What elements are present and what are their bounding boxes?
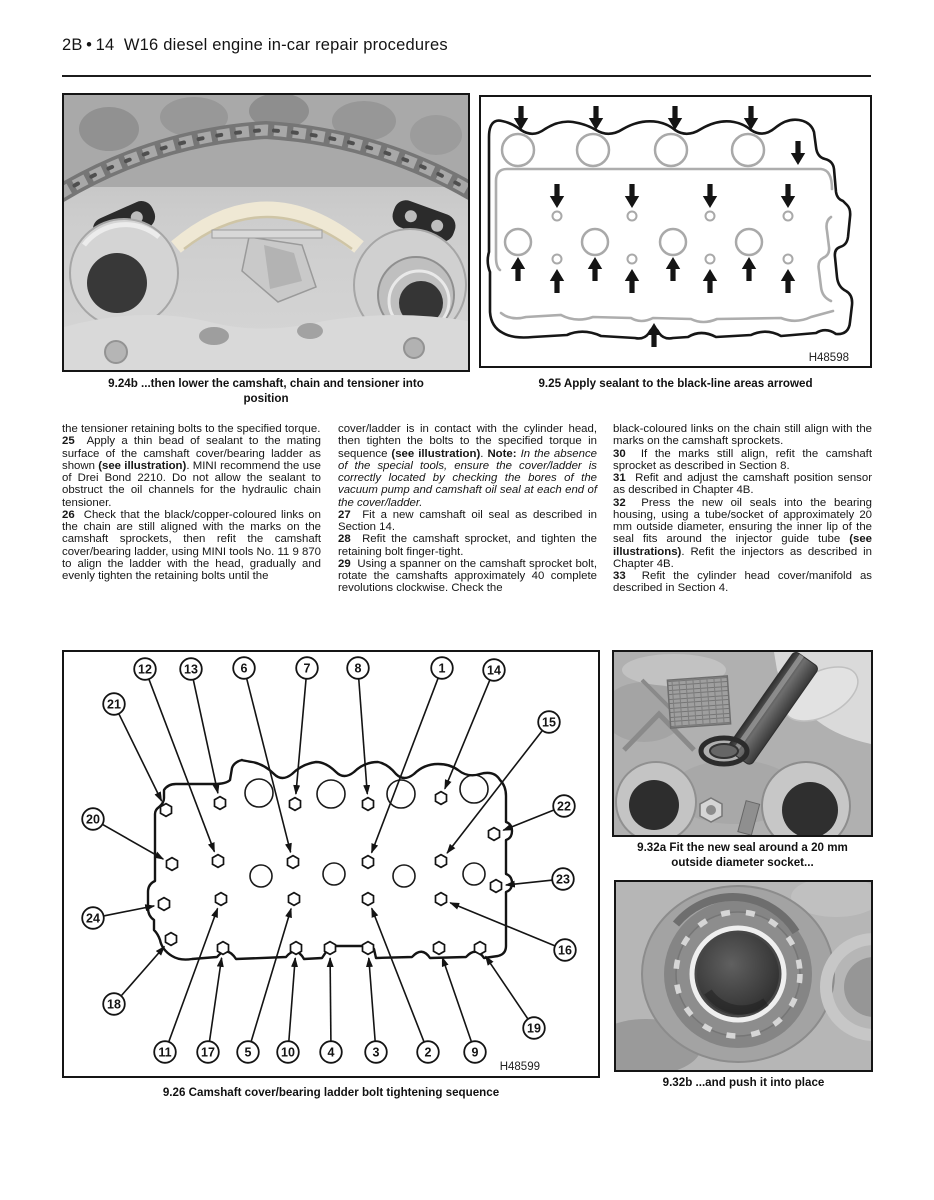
text-run: 32 bbox=[613, 496, 626, 509]
bolt-hex bbox=[436, 792, 447, 805]
callout-number-7: 7 bbox=[303, 661, 311, 676]
callout-number-15: 15 bbox=[542, 715, 556, 730]
sealant-diagram bbox=[481, 97, 870, 366]
text-column-1 bbox=[62, 423, 321, 582]
figure-ref-label: H48598 bbox=[808, 352, 849, 364]
sealant-arrow-up bbox=[550, 269, 564, 293]
casting-boss bbox=[105, 341, 127, 363]
callout-number-10: 10 bbox=[281, 1045, 295, 1060]
cam-bore bbox=[323, 863, 345, 885]
bolt-hex bbox=[213, 855, 224, 868]
callout-number-4: 4 bbox=[327, 1045, 335, 1060]
left-bore bbox=[629, 780, 679, 830]
cam-bore bbox=[317, 780, 345, 808]
knurled-plate bbox=[667, 676, 730, 728]
page-header: 2B • 14 W16 diesel engine in-car repair procedures bbox=[62, 36, 448, 54]
callout-number-1: 1 bbox=[438, 661, 446, 676]
sealant-arrow-down bbox=[550, 184, 564, 208]
bolt-hex bbox=[363, 798, 374, 811]
callout-number-2: 2 bbox=[424, 1045, 432, 1060]
sealant-arrow-up bbox=[647, 323, 661, 347]
cam-bore bbox=[460, 775, 488, 803]
caption-926: 9.26 Camshaft cover/bearing ladder bolt tightening sequence bbox=[162, 1086, 500, 1099]
photo-camshaft-chain bbox=[64, 95, 468, 370]
callout-number-14: 14 bbox=[487, 663, 501, 678]
gasket-bore-small bbox=[628, 255, 637, 264]
text-run: . MINI recommend the use of Drei Bond 2210. Do not allow the sealant to obstruct the oil channels for the hydraulic chain tensioner. bbox=[62, 459, 322, 509]
text-run: 27 bbox=[338, 508, 351, 521]
figure-926-diagram bbox=[62, 650, 600, 1078]
leader-line bbox=[210, 958, 222, 1041]
text-run: Refit the camshaft sprocket, and tighten the retaining bolt finger-tight. bbox=[338, 533, 597, 558]
casting-blob bbox=[410, 115, 462, 155]
guide-crossbar bbox=[212, 230, 322, 238]
gasket-bore-small bbox=[553, 212, 562, 221]
paragraph bbox=[62, 509, 321, 583]
text-run: 25 bbox=[62, 435, 75, 448]
gasket-bore-large bbox=[660, 229, 686, 255]
sealant-arrow-down bbox=[781, 184, 795, 208]
casting-boss bbox=[404, 338, 424, 358]
paragraph bbox=[613, 570, 872, 595]
gasket-bore-small bbox=[706, 255, 715, 264]
leader-line bbox=[169, 908, 218, 1041]
bolt-hex bbox=[363, 942, 374, 955]
text-run: (see illustration) bbox=[98, 459, 187, 472]
gasket-bore-large bbox=[732, 134, 764, 166]
text-run: 29 bbox=[338, 557, 351, 570]
gasket-bore-large bbox=[505, 229, 531, 255]
leader-line bbox=[486, 956, 528, 1018]
text-run: black-coloured links on the chain still align with the marks on the camshaft sprockets. bbox=[613, 423, 872, 448]
callout-number-19: 19 bbox=[527, 1021, 541, 1036]
bolt-hex bbox=[289, 893, 300, 906]
callout-number-23: 23 bbox=[556, 872, 570, 887]
callout-number-22: 22 bbox=[557, 799, 571, 814]
bolt-hex bbox=[216, 893, 227, 906]
text-run: Refit and adjust the camshaft position sensor as described in Chapter 4B. bbox=[613, 472, 872, 497]
bolt-hex bbox=[363, 893, 374, 906]
gasket-bore-small bbox=[628, 212, 637, 221]
cam-bore bbox=[387, 780, 415, 808]
sealant-arrow-up bbox=[742, 257, 756, 281]
bolt-hex bbox=[325, 942, 336, 955]
photo-seal-installed bbox=[616, 882, 871, 1070]
paragraph bbox=[62, 423, 321, 435]
casting-hole bbox=[297, 323, 323, 339]
gasket-bore-large bbox=[502, 134, 534, 166]
hex-fitting-hole bbox=[706, 805, 716, 815]
bolt-hex bbox=[436, 855, 447, 868]
injector-bore bbox=[697, 933, 779, 1015]
paragraph bbox=[613, 497, 872, 571]
text-run: 31 bbox=[613, 472, 626, 484]
callout-number-20: 20 bbox=[86, 812, 100, 827]
tightening-sequence-diagram bbox=[64, 652, 598, 1076]
text-run: Apply a thin bead of sealant to the mating surface of the camshaft cover/bearing ladder as shown bbox=[62, 435, 321, 472]
figure-924b-photo bbox=[62, 93, 470, 372]
figure-ref-label: H48599 bbox=[499, 1061, 540, 1073]
bolt-hex bbox=[218, 942, 229, 955]
sealant-arrow-up bbox=[781, 269, 795, 293]
bolt-hex bbox=[166, 933, 177, 946]
bolt-hex bbox=[489, 828, 500, 841]
leader-line bbox=[369, 958, 375, 1041]
bolt-hex bbox=[436, 893, 447, 906]
callout-number-9: 9 bbox=[471, 1045, 479, 1060]
sealant-arrow-down bbox=[625, 184, 639, 208]
leader-line bbox=[122, 947, 165, 996]
bolt-hex bbox=[475, 942, 486, 955]
leader-line bbox=[450, 903, 554, 946]
sealant-arrow-up bbox=[703, 269, 717, 293]
text-run: . bbox=[480, 447, 488, 460]
paragraph bbox=[62, 435, 321, 509]
callout-number-12: 12 bbox=[138, 662, 152, 677]
gasket-bore-small bbox=[784, 255, 793, 264]
callout-number-21: 21 bbox=[107, 697, 121, 712]
text-run: Fit a new camshaft oil seal as described in Section 14. bbox=[338, 508, 597, 533]
gasket-bore-large bbox=[577, 134, 609, 166]
bolt-hex bbox=[290, 798, 301, 811]
gasket-bore-small bbox=[706, 212, 715, 221]
figure-932b-photo bbox=[614, 880, 873, 1072]
callout-number-18: 18 bbox=[107, 997, 121, 1012]
callout-number-8: 8 bbox=[354, 661, 362, 676]
figure-925-diagram bbox=[479, 95, 872, 368]
cam-bore bbox=[250, 865, 272, 887]
callout-number-11: 11 bbox=[158, 1045, 172, 1060]
caption-932a: 9.32a Fit the new seal around a 20 mm outside diameter socket... bbox=[637, 841, 848, 869]
sealant-arrow-down bbox=[703, 184, 717, 208]
bolt-hex bbox=[291, 942, 302, 955]
text-run: In the absence of the special tools, ensure the cover/ladder is correctly located by checking the bores of the vacuum pump and camshaft oil seal at each end of the cover/ladder. bbox=[338, 447, 597, 509]
paragraph bbox=[613, 423, 872, 448]
gasket-bore-small bbox=[553, 255, 562, 264]
caption-924b: 9.24b ...then lower the camshaft, chain and tensioner into position bbox=[108, 377, 424, 405]
leader-line bbox=[251, 909, 291, 1041]
cam-bore bbox=[245, 779, 273, 807]
text-run: 30 bbox=[613, 447, 626, 460]
sealant-arrow-up bbox=[511, 257, 525, 281]
text-run: Check that the black/copper-coloured links on the chain are still aligned with the marks on the camshaft sprockets, then refit the camshaft cover/bearing ladder, using MINI tools No. 11 9 870 to align the ladder with the head, gradually and evenly tighten the retaining bolts until the bbox=[62, 508, 321, 582]
paragraph bbox=[338, 533, 597, 558]
text-run: 33 bbox=[613, 570, 626, 582]
cam-bore bbox=[393, 865, 415, 887]
bolt-hex bbox=[491, 880, 502, 893]
text-run: cover/ladder is in contact with the cylinder head, then tighten the bolts to the specified torque in sequence bbox=[338, 423, 597, 460]
caption-932b: 9.32b ...and push it into place bbox=[662, 1076, 825, 1089]
text-run: Using a spanner on the camshaft sprocket bolt, rotate the camshafts approximately 40 complete revolutions clockwise. Check the bbox=[338, 557, 597, 595]
leader-line bbox=[289, 958, 295, 1041]
leader-line bbox=[296, 680, 306, 795]
leader-line bbox=[330, 958, 331, 1041]
bolt-hex bbox=[161, 804, 172, 817]
bolt-hex bbox=[288, 856, 299, 869]
callout-number-17: 17 bbox=[201, 1045, 215, 1060]
leader-line bbox=[193, 680, 218, 793]
bolt-hex bbox=[434, 942, 445, 955]
leader-line bbox=[372, 908, 424, 1041]
text-column-3 bbox=[613, 423, 872, 595]
paragraph bbox=[338, 423, 597, 509]
text-run: (see illustrations) bbox=[613, 533, 872, 558]
gasket-bore-large bbox=[582, 229, 608, 255]
gasket-bore-large bbox=[655, 134, 687, 166]
text-run: . Refit the injectors as described in Chapter 4B. bbox=[613, 545, 872, 570]
callout-number-16: 16 bbox=[558, 943, 572, 958]
sealant-arrow-down bbox=[791, 141, 805, 165]
text-run: 28 bbox=[338, 533, 351, 546]
header-rule bbox=[62, 75, 871, 77]
text-run: Note: bbox=[487, 447, 517, 460]
leader-line bbox=[359, 680, 368, 795]
leader-line bbox=[247, 679, 291, 852]
cam-bore bbox=[463, 863, 485, 885]
ladder-outline bbox=[148, 760, 512, 960]
photo-seal-on-socket bbox=[614, 652, 871, 835]
callout-number-3: 3 bbox=[372, 1045, 380, 1060]
sealant-arrow-up bbox=[588, 257, 602, 281]
callout-number-24: 24 bbox=[86, 911, 100, 926]
leader-line bbox=[442, 957, 471, 1041]
sealant-arrow-up bbox=[625, 269, 639, 293]
oil-seal-inner bbox=[710, 744, 738, 758]
paragraph bbox=[613, 448, 872, 473]
text-run: If the marks still align, refit the camshaft sprocket as described in Section 8. bbox=[613, 447, 872, 472]
text-run: 26 bbox=[62, 508, 75, 521]
gasket-bore-large bbox=[736, 229, 762, 255]
leader-line bbox=[119, 714, 162, 801]
bolt-hex bbox=[215, 797, 226, 810]
casting-hole bbox=[199, 327, 229, 345]
sealant-arrow-up bbox=[666, 257, 680, 281]
text-run: the tensioner retaining bolts to the specified torque. bbox=[62, 423, 321, 435]
text-run: Press the new oil seals into the bearing housing, using a tube/socket of approximately 20 mm outside diameter, ensuring the inner lip of the seal fits around the injector guide tube bbox=[613, 496, 872, 546]
callout-number-5: 5 bbox=[244, 1045, 252, 1060]
casting-blob bbox=[79, 107, 139, 151]
leader-line bbox=[104, 906, 154, 916]
left-camshaft-bore bbox=[87, 253, 147, 313]
paragraph bbox=[613, 472, 872, 497]
bolt-hex bbox=[167, 858, 178, 871]
text-column-2 bbox=[338, 423, 597, 595]
text-run: Refit the cylinder head cover/manifold as described in Section 4. bbox=[613, 570, 872, 595]
callout-number-6: 6 bbox=[240, 661, 248, 676]
callout-number-13: 13 bbox=[184, 662, 198, 677]
sequence-callouts bbox=[82, 657, 576, 1063]
paragraph bbox=[338, 558, 597, 595]
caption-925: 9.25 Apply sealant to the black-line areas arrowed bbox=[538, 377, 813, 390]
text-run: (see illustration) bbox=[391, 447, 481, 460]
sealant-bead-lines bbox=[496, 169, 833, 322]
leader-line bbox=[149, 680, 214, 852]
bolt-hex bbox=[159, 898, 170, 911]
figure-932a-photo bbox=[612, 650, 873, 837]
gasket-bore-small bbox=[784, 212, 793, 221]
gasket-bores bbox=[502, 134, 793, 264]
leader-line bbox=[503, 810, 553, 830]
bolt-hex bbox=[363, 856, 374, 869]
paragraph bbox=[338, 509, 597, 534]
